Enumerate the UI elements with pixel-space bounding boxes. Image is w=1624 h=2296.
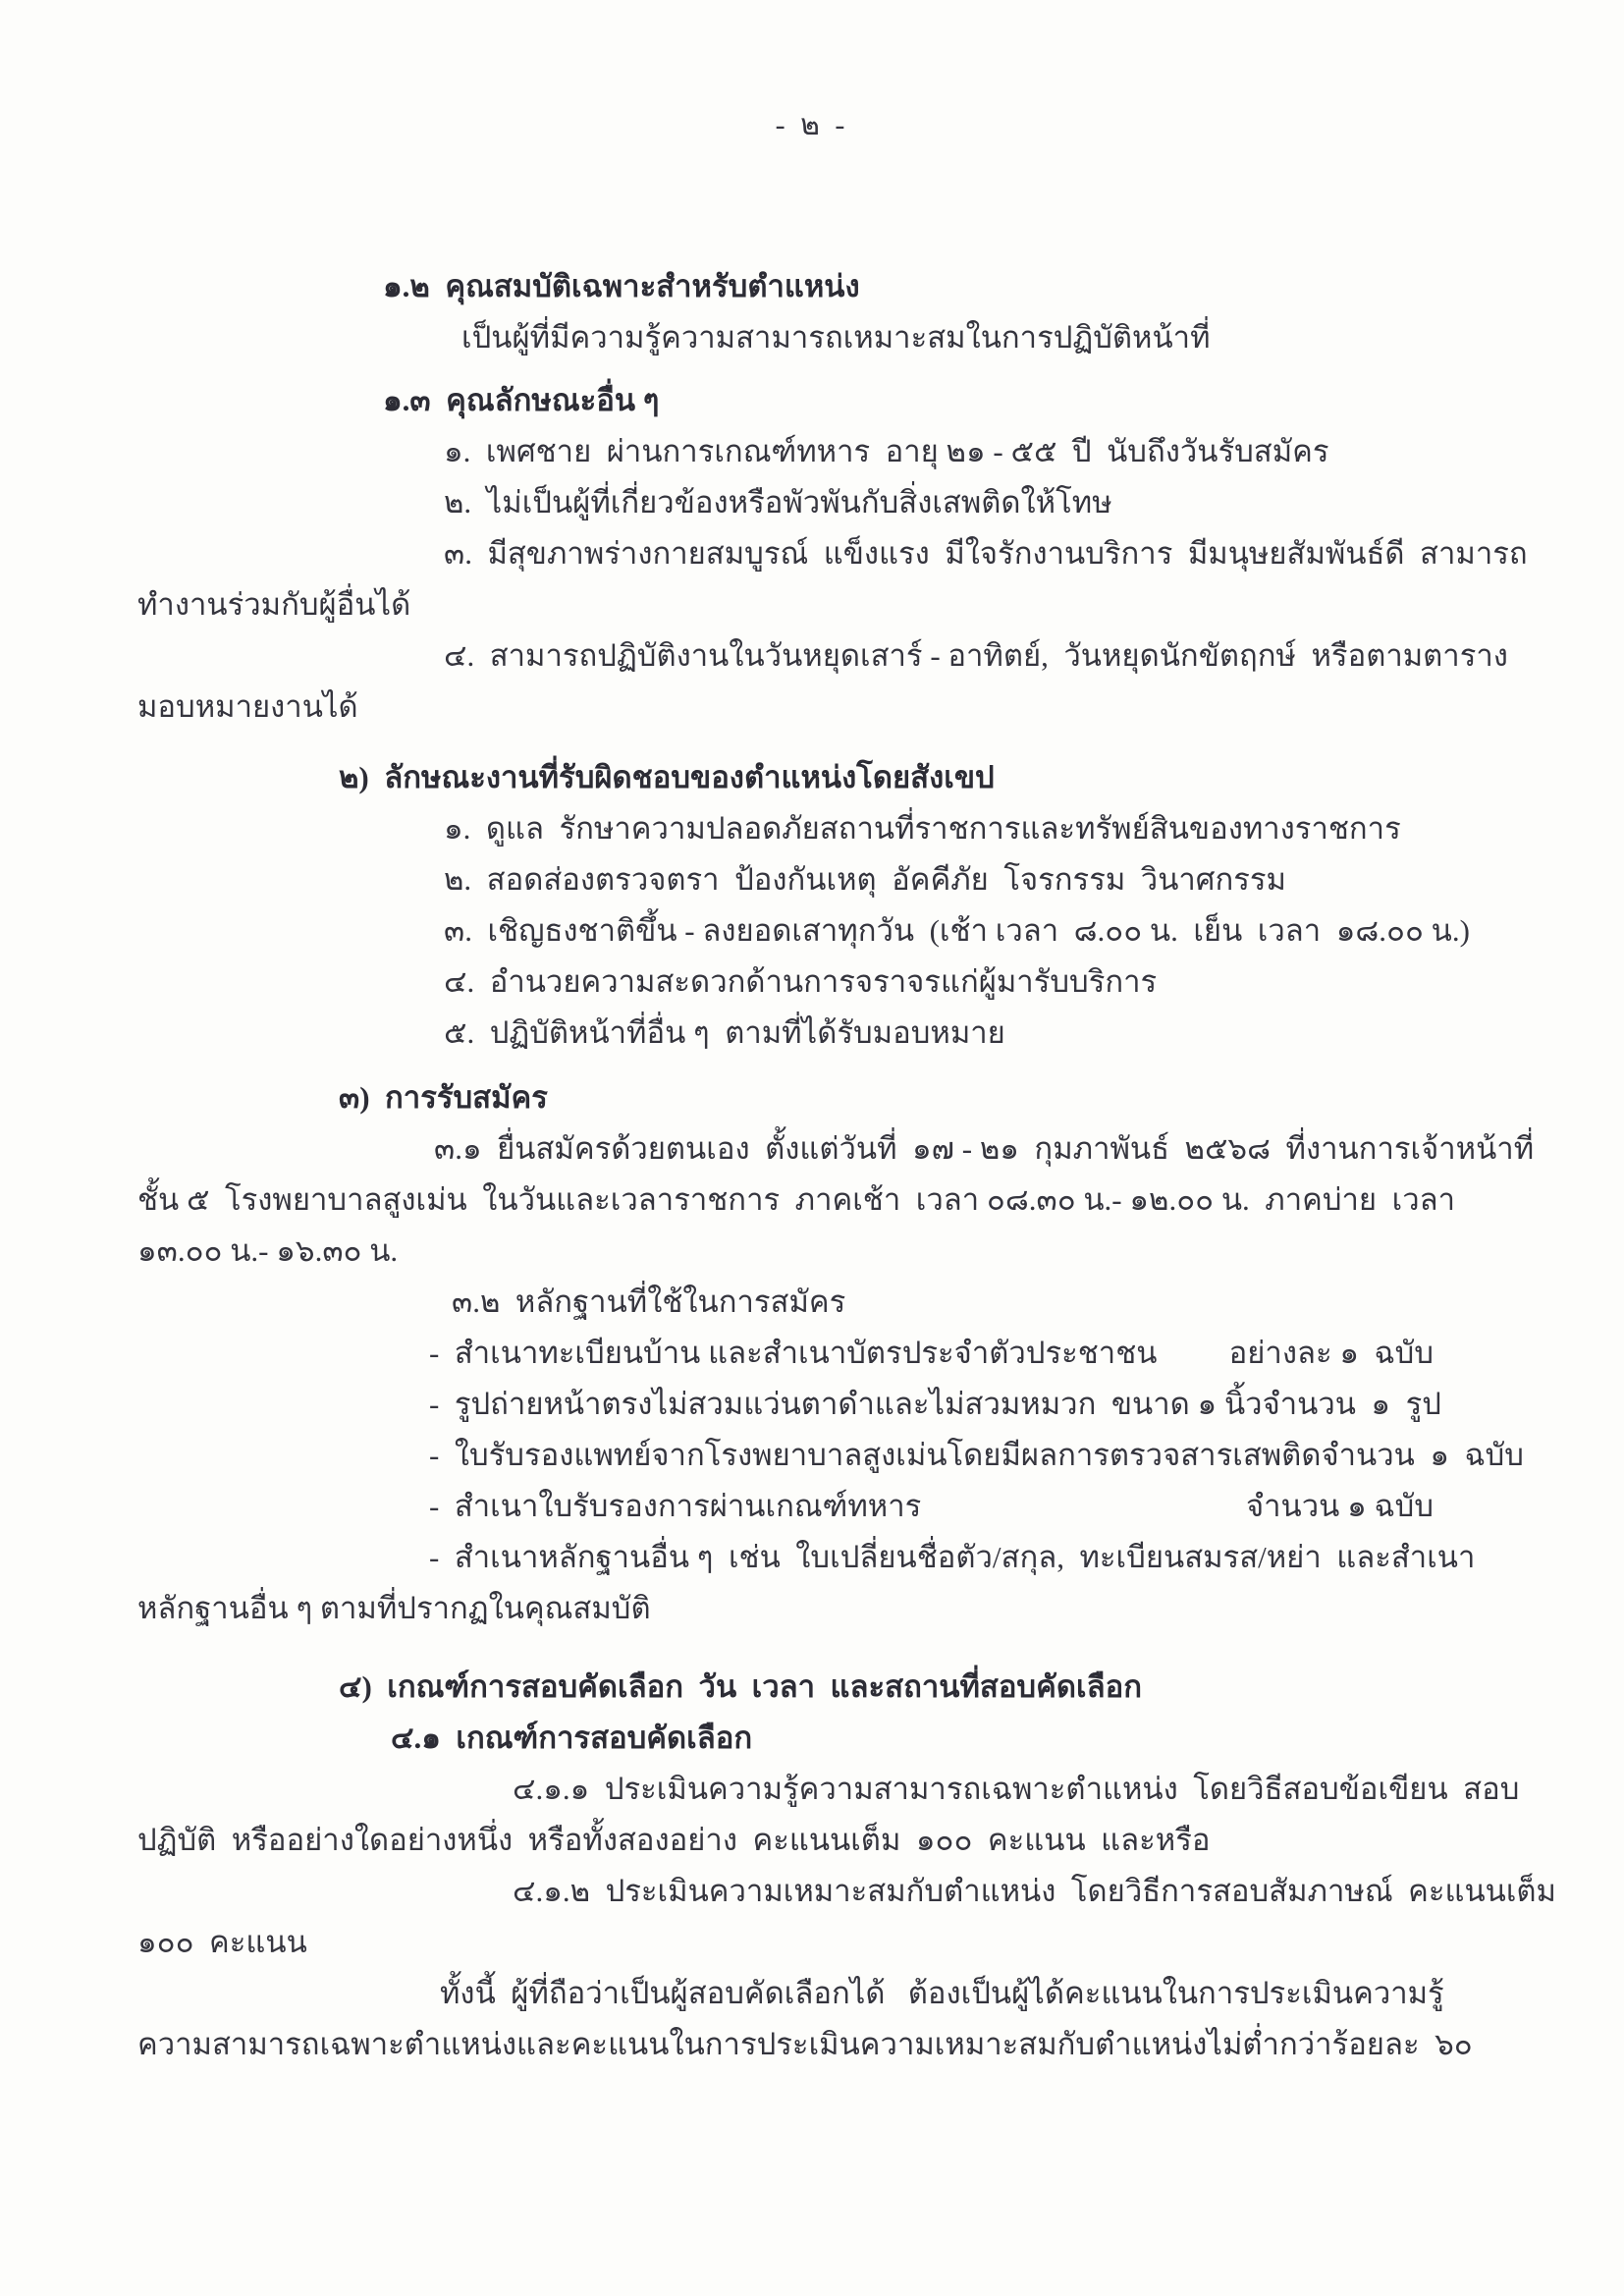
section-2-item-1: ๑. ดูแล รักษาความปลอดภัยสถานที่ราชการและทรัพย์สินของทางราชการ: [444, 811, 1401, 846]
document-checklist-text: - สำเนาทะเบียนบ้าน และสำเนาบัตรประจำตัวประชาชน: [429, 1336, 1158, 1370]
section-3-1-line-2: ชั้น ๕ โรงพยาบาลสูงเม่น ในวันและเวลาราชการ ภาคเช้า เวลา ๐๘.๓๐ น.- ๑๒.๐๐ น. ภาคบ่าย เวลา: [137, 1182, 1456, 1217]
section-3-heading: ๓) การรับสมัคร: [339, 1080, 548, 1115]
page-number: - ๒ -: [775, 109, 849, 141]
document-checklist-row: [429, 1481, 1514, 1532]
section-3-1-line-3: ๑๓.๐๐ น.- ๑๖.๓๐ น.: [137, 1233, 399, 1268]
document-checklist-text: - รูปถ่ายหน้าตรงไม่สวมแว่นตาดำและไม่สวมหมวก ขนาด ๑ นิ้ว: [429, 1387, 1263, 1421]
section-2-item-3: ๓. เชิญธงชาติขึ้น - ลงยอดเสาทุกวัน (เช้า เวลา ๘.๐๐ น. เย็น เวลา ๑๘.๐๐ น.): [444, 913, 1470, 948]
section-4-1-1-line-1: ๔.๑.๑ ประเมินความรู้ความสามารถเฉพาะตำแหน่ง โดยวิธีสอบข้อเขียน สอบ: [513, 1772, 1520, 1806]
document-checklist-row: [429, 1379, 1453, 1430]
document-checklist-text: - สำเนาใบรับรองการผ่านเกณฑ์ทหาร: [429, 1489, 922, 1523]
section-3-1-line-1: ๓.๑ ยื่นสมัครด้วยตนเอง ตั้งแต่วันที่ ๑๗ - ๒๑ กุมภาพันธ์ ๒๕๖๘ ที่งานการเจ้าหน้าที่: [434, 1131, 1535, 1166]
section-2-heading: ๒) ลักษณะงานที่รับผิดชอบของตำแหน่งโดยสังเขป: [339, 760, 995, 794]
document-checklist-text: - สำเนาหลักฐานอื่น ๆ เช่น ใบเปลี่ยนชื่อตัว/สกุล, ทะเบียนสมรส/หย่า และสำเนา: [429, 1540, 1476, 1574]
section-1-2-heading: ๑.๒ คุณสมบัติเฉพาะสำหรับตำแหน่ง: [383, 269, 860, 303]
section-4-final-paragraph-line-2: ความสามารถเฉพาะตำแหน่งและคะแนนในการประเมินความเหมาะสมกับตำแหน่งไม่ต่ำกว่าร้อยละ ๖๐: [137, 2027, 1473, 2061]
document-checklist-qty: จำนวน ๑ ฉบับ: [1321, 1438, 1524, 1472]
section-4-1-1-line-2: ปฏิบัติ หรืออย่างใดอย่างหนึ่ง หรือทั้งสองอย่าง คะแนนเต็ม ๑๐๐ คะแนน และหรือ: [137, 1823, 1211, 1857]
section-1-3-heading: ๑.๓ คุณลักษณะอื่น ๆ: [383, 383, 660, 417]
section-1-3-item-3: ๓. มีสุขภาพร่างกายสมบูรณ์ แข็งแรง มีใจรักงานบริการ มีมนุษยสัมพันธ์ดี สามารถ: [444, 536, 1528, 571]
section-1-2-body: เป็นผู้ที่มีความรู้ความสามารถเหมาะสมในการปฏิบัติหน้าที่: [461, 320, 1211, 355]
section-1-3-item-4: ๔. สามารถปฏิบัติงานในวันหยุดเสาร์ - อาทิตย์, วันหยุดนักขัตฤกษ์ หรือตามตาราง: [444, 638, 1508, 673]
section-1-3-item-4-continuation: มอบหมายงานได้: [137, 689, 358, 724]
document-checklist-qty: จำนวน ๑ รูป: [1262, 1387, 1441, 1421]
document-checklist-row: [429, 1328, 1514, 1379]
section-3-2-heading: ๓.๒ หลักฐานที่ใช้ในการสมัคร: [452, 1285, 846, 1319]
document-checklist-qty: จำนวน ๑ ฉบับ: [1245, 1489, 1434, 1523]
section-1-3-item-3-continuation: ทำงานร่วมกับผู้อื่นได้: [137, 587, 411, 622]
document-checklist-row: [429, 1430, 1524, 1481]
document-checklist-qty: อย่างละ ๑ ฉบับ: [1228, 1336, 1434, 1370]
section-4-heading: ๔) เกณฑ์การสอบคัดเลือก วัน เวลา และสถานที่สอบคัดเลือก: [339, 1669, 1142, 1704]
document-checklist-text: - ใบรับรองแพทย์จากโรงพยาบาลสูงเม่นโดยมีผลการตรวจสารเสพติด: [429, 1438, 1322, 1472]
section-2-item-4: ๔. อำนวยความสะดวกด้านการจราจรแก่ผู้มารับบริการ: [444, 964, 1158, 999]
section-4-1-2-line-2: ๑๐๐ คะแนน: [137, 1925, 307, 1959]
document-checklist-row: [429, 1532, 1476, 1583]
section-1-3-item-1: ๑. เพศชาย ผ่านการเกณฑ์ทหาร อายุ ๒๑ - ๕๕ ปี นับถึงวันรับสมัคร: [444, 434, 1329, 468]
section-2-item-5: ๕. ปฏิบัติหน้าที่อื่น ๆ ตามที่ได้รับมอบหมาย: [444, 1015, 1005, 1050]
section-1-3-item-2: ๒. ไม่เป็นผู้ที่เกี่ยวข้องหรือพัวพันกับสิ่งเสพติดให้โทษ: [444, 485, 1112, 519]
section-2-item-2: ๒. สอดส่องตรวจตรา ป้องกันเหตุ อัคคีภัย โจรกรรม วินาศกรรม: [444, 862, 1286, 897]
section-4-1-heading: ๔.๑ เกณฑ์การสอบคัดเลือก: [391, 1721, 753, 1755]
section-4-1-2-line-1: ๔.๑.๒ ประเมินความเหมาะสมกับตำแหน่ง โดยวิธีการสอบสัมภาษณ์ คะแนนเต็ม: [513, 1874, 1556, 1908]
section-4-final-paragraph-line-1: ทั้งนี้ ผู้ที่ถือว่าเป็นผู้สอบคัดเลือกได้ ต้องเป็นผู้ได้คะแนนในการประเมินความรู้: [440, 1976, 1444, 2010]
document-checklist-continuation: หลักฐานอื่น ๆ ตามที่ปรากฏในคุณสมบัติ: [137, 1591, 651, 1625]
